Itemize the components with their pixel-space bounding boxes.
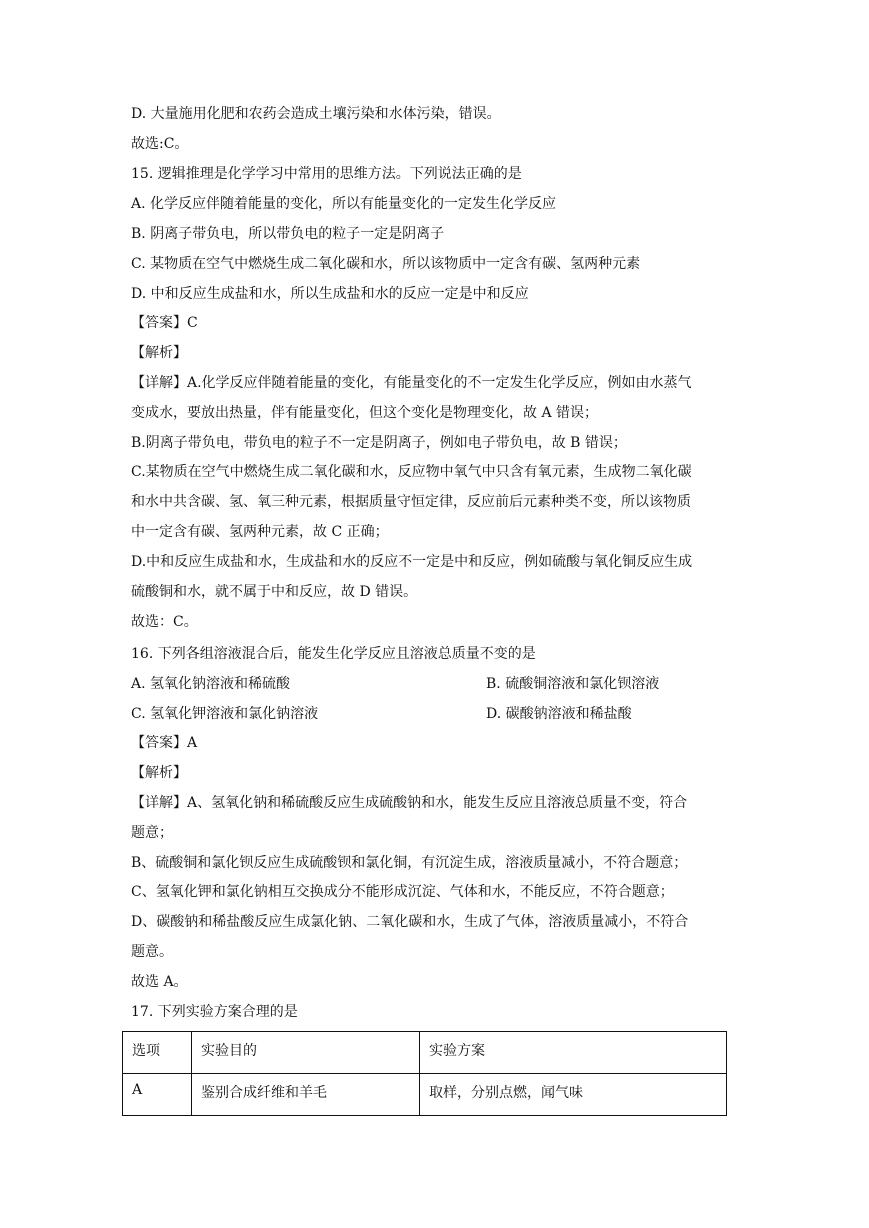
question-15-answer: 【答案】C: [131, 315, 198, 331]
question-16-detail-c: C、氢氧化钾和氯化钠相互交换成分不能形成沉淀、气体和水，不能反应，不符合题意；: [131, 884, 674, 900]
table-cell-option: A: [123, 1074, 192, 1116]
table-cell-purpose: 鉴别合成纤维和羊毛: [192, 1074, 420, 1116]
question-15-analysis-heading: 【解析】: [131, 345, 187, 361]
question-15-detail-c-line1: C.某物质在空气中燃烧生成二氧化碳和水，反应物中氧气中只含有氧元素，生成物二氧化碳: [131, 464, 692, 480]
question-15-selection: 故选：C。: [131, 614, 198, 630]
question-15-option-d: D. 中和反应生成盐和水，所以生成盐和水的反应一定是中和反应: [131, 286, 529, 302]
question-16-detail-a-line1: 【详解】A、氢氧化钠和稀硫酸反应生成硫酸钠和水，能发生反应且溶液总质量不变，符合: [131, 795, 688, 811]
question-16-detail-d-line2: 题意。: [131, 944, 173, 960]
question-16-option-c: C. 氢氧化钾溶液和氯化钠溶液: [131, 706, 319, 722]
question-16-answer: 【答案】A: [131, 735, 198, 751]
table-cell-plan: 取样，分别点燃，闻气味: [420, 1074, 727, 1116]
question-17-stem: 17. 下列实验方案合理的是: [131, 1004, 298, 1020]
question-15-option-b: B. 阴离子带负电，所以带负电的粒子一定是阴离子: [131, 226, 445, 242]
question-16-option-a: A. 氢氧化钠溶液和稀硫酸: [131, 676, 291, 692]
question-16-option-b: B. 硫酸铜溶液和氯化钡溶液: [486, 676, 660, 692]
table-header-row: [123, 1032, 727, 1074]
table-header-plan: 实验方案: [420, 1032, 727, 1074]
table-header-purpose: 实验目的: [192, 1032, 420, 1074]
question-16-detail-d-line1: D、碳酸钠和稀盐酸反应生成氯化钠、二氧化碳和水，生成了气体，溶液质量减小，不符合: [131, 914, 689, 930]
question-15-detail-a-line2: 变成水，要放出热量，伴有能量变化，但这个变化是物理变化，故 A 错误；: [131, 405, 599, 421]
question-15-detail-d-line1: D.中和反应生成盐和水，生成盐和水的反应不一定是中和反应，例如硫酸与氧化铜反应生成: [131, 554, 693, 570]
option-d-explanation: D. 大量施用化肥和农药会造成土壤污染和水体污染，错误。: [131, 106, 501, 122]
question-15-detail-d-line2: 硫酸铜和水，就不属于中和反应，故 D 错误。: [131, 584, 418, 600]
question-15-stem: 15. 逻辑推理是化学学习中常用的思维方法。下列说法正确的是: [131, 166, 522, 182]
question-16-detail-b: B、硫酸铜和氯化钡反应生成硫酸钡和氯化铜，有沉淀生成，溶液质量减小，不符合题意；: [131, 855, 688, 871]
answer-selection: 故选:C。: [131, 136, 189, 152]
experiment-options-table: [122, 1031, 727, 1116]
question-15-detail-c-line2: 和水中共含碳、氢、氧三种元素，根据质量守恒定律，反应前后元素种类不变，所以该物质: [131, 494, 691, 510]
question-15-detail-a-line1: 【详解】A.化学反应伴随着能量的变化，有能量变化的不一定发生化学反应，例如由水蒸气: [131, 375, 692, 391]
table-row: [123, 1074, 727, 1116]
table-header-option: 选项: [123, 1032, 192, 1074]
question-15-detail-c-line3: 中一定含有碳、氢两种元素，故 C 正确；: [131, 524, 389, 540]
question-16-detail-a-line2: 题意；: [131, 825, 173, 841]
question-15-detail-b: B.阴离子带负电，带负电的粒子不一定是阴离子，例如电子带负电，故 B 错误；: [131, 435, 627, 451]
question-16-stem: 16. 下列各组溶液混合后，能发生化学反应且溶液总质量不变的是: [131, 646, 536, 662]
question-15-option-a: A. 化学反应伴随着能量的变化，所以有能量变化的一定发生化学反应: [131, 196, 557, 212]
question-16-analysis-heading: 【解析】: [131, 765, 187, 781]
question-16-selection: 故选 A。: [131, 974, 188, 990]
question-15-option-c: C. 某物质在空气中燃烧生成二氧化碳和水，所以该物质中一定含有碳、氢两种元素: [131, 256, 641, 272]
question-16-option-d: D. 碳酸钠溶液和稀盐酸: [486, 706, 632, 722]
